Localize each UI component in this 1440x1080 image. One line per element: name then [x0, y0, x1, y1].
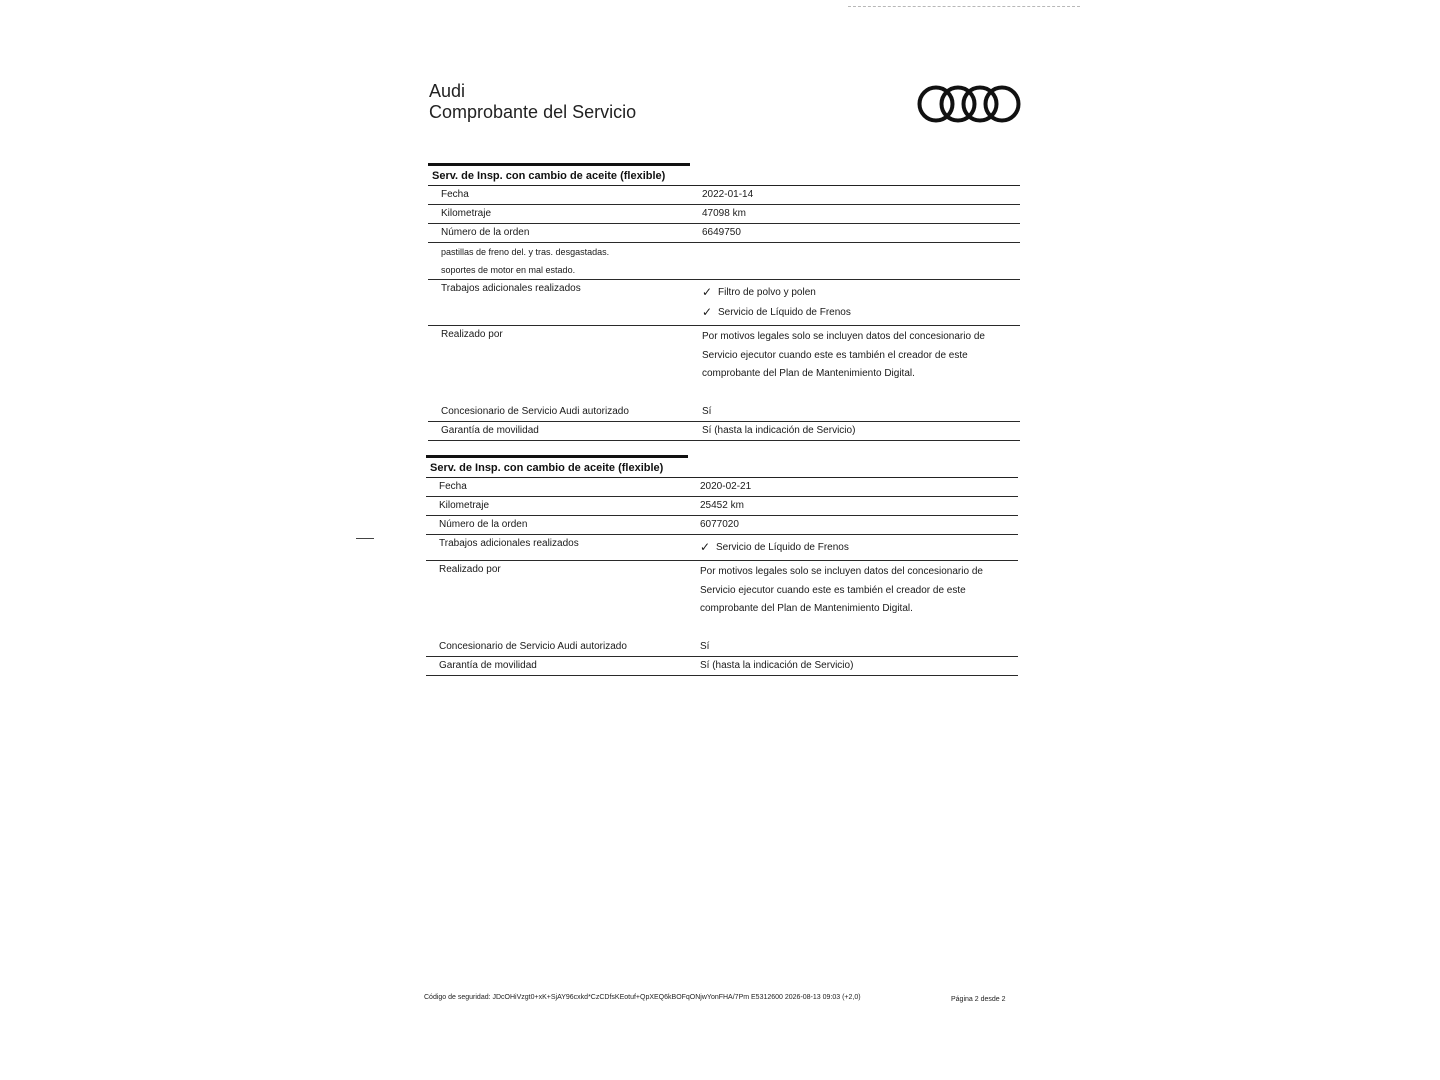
note-line: soportes de motor en mal estado. — [441, 265, 576, 275]
page-number: Página 2 desde 2 — [951, 996, 1006, 1003]
row-garantia — [426, 657, 1018, 676]
row-kilometraje — [426, 497, 1018, 516]
service-record-1 — [428, 163, 1020, 441]
label-orden: Número de la orden — [439, 519, 528, 530]
work-item-label: Servicio de Líquido de Frenos — [716, 541, 849, 553]
checkmark-icon: ✓ — [702, 305, 713, 319]
note-line: pastillas de freno del. y tras. desgastadas. — [441, 247, 610, 257]
checkmark-icon: ✓ — [702, 285, 713, 299]
label-orden: Número de la orden — [441, 227, 530, 238]
scan-artifact-dash — [356, 538, 374, 539]
value-orden: 6077020 — [700, 519, 739, 530]
label-fecha: Fecha — [439, 481, 467, 492]
spacer — [426, 622, 1018, 638]
label-concesionario: Concesionario de Servicio Audi autorizado — [439, 640, 627, 652]
label-kilometraje: Kilometraje — [439, 500, 490, 511]
checkmark-icon: ✓ — [700, 540, 711, 554]
scan-artifact-line — [848, 6, 1080, 7]
value-realizado — [687, 563, 1018, 619]
row-concesionario — [426, 638, 1018, 657]
label-kilometraje: Kilometraje — [441, 208, 492, 219]
row-garantia — [428, 422, 1020, 441]
realizado-line: comprobante del Plan de Mantenimiento Digital. — [702, 368, 915, 379]
document-title: Comprobante del Servicio — [429, 102, 637, 122]
brand-name: Audi — [429, 81, 466, 101]
service-record-2 — [426, 455, 1018, 676]
realizado-line: Por motivos legales solo se incluyen datos del concesionario de — [702, 331, 985, 342]
label-garantia: Garantía de movilidad — [439, 659, 537, 671]
label-concesionario: Concesionario de Servicio Audi autorizado — [441, 405, 629, 417]
row-realizado — [426, 561, 1018, 622]
realizado-line: Por motivos legales solo se incluyen datos del concesionario de — [700, 566, 983, 577]
label-trabajos: Trabajos adicionales realizados — [439, 538, 579, 549]
work-item-label: Servicio de Líquido de Frenos — [718, 306, 851, 318]
value-fecha: 2022-01-14 — [702, 189, 754, 200]
work-item — [700, 537, 1018, 557]
label-trabajos: Trabajos adicionales realizados — [441, 283, 581, 294]
section-title: Serv. de Insp. con cambio de aceite (flexible) — [426, 458, 1018, 478]
section-title: Serv. de Insp. con cambio de aceite (flexible) — [428, 166, 1020, 186]
label-fecha: Fecha — [441, 189, 469, 200]
value-concesionario: Sí — [700, 640, 710, 652]
label-realizado: Realizado por — [441, 329, 503, 340]
work-item-label: Filtro de polvo y polen — [718, 286, 816, 298]
row-trabajos — [428, 280, 1020, 326]
row-orden — [428, 224, 1020, 243]
service-notes — [428, 243, 1020, 280]
value-realizado — [689, 328, 1020, 384]
value-kilometraje: 25452 km — [700, 500, 744, 511]
row-trabajos — [426, 535, 1018, 561]
value-trabajos — [687, 537, 1018, 557]
row-concesionario — [428, 403, 1020, 422]
spacer — [428, 387, 1020, 403]
value-trabajos — [689, 282, 1020, 322]
row-orden — [426, 516, 1018, 535]
realizado-line: Servicio ejecutor cuando este es también el creador de este — [702, 349, 968, 361]
value-orden: 6649750 — [702, 227, 741, 238]
value-concesionario: Sí — [702, 405, 712, 417]
security-code: Código de seguridad: JDcOHiVzgt0+xK+SjAY96cxkd*CzCDfsKEotuf+QpXEQ6kBOFqONjwYonFHA/7Pm E5312600 2026-08-13 09:03 (+2,0) — [424, 994, 861, 1001]
work-item — [702, 302, 1020, 322]
row-fecha — [428, 186, 1020, 205]
realizado-line: comprobante del Plan de Mantenimiento Digital. — [700, 603, 913, 614]
value-garantia: Sí (hasta la indicación de Servicio) — [702, 424, 856, 436]
label-realizado: Realizado por — [439, 564, 501, 575]
value-kilometraje: 47098 km — [702, 208, 746, 219]
work-item — [702, 282, 1020, 302]
row-fecha — [426, 478, 1018, 497]
value-fecha: 2020-02-21 — [700, 481, 752, 492]
value-garantia: Sí (hasta la indicación de Servicio) — [700, 659, 854, 671]
audi-rings-logo-icon — [916, 84, 1022, 124]
label-garantia: Garantía de movilidad — [441, 424, 539, 436]
realizado-line: Servicio ejecutor cuando este es también el creador de este — [700, 584, 966, 596]
row-realizado — [428, 326, 1020, 387]
row-kilometraje — [428, 205, 1020, 224]
